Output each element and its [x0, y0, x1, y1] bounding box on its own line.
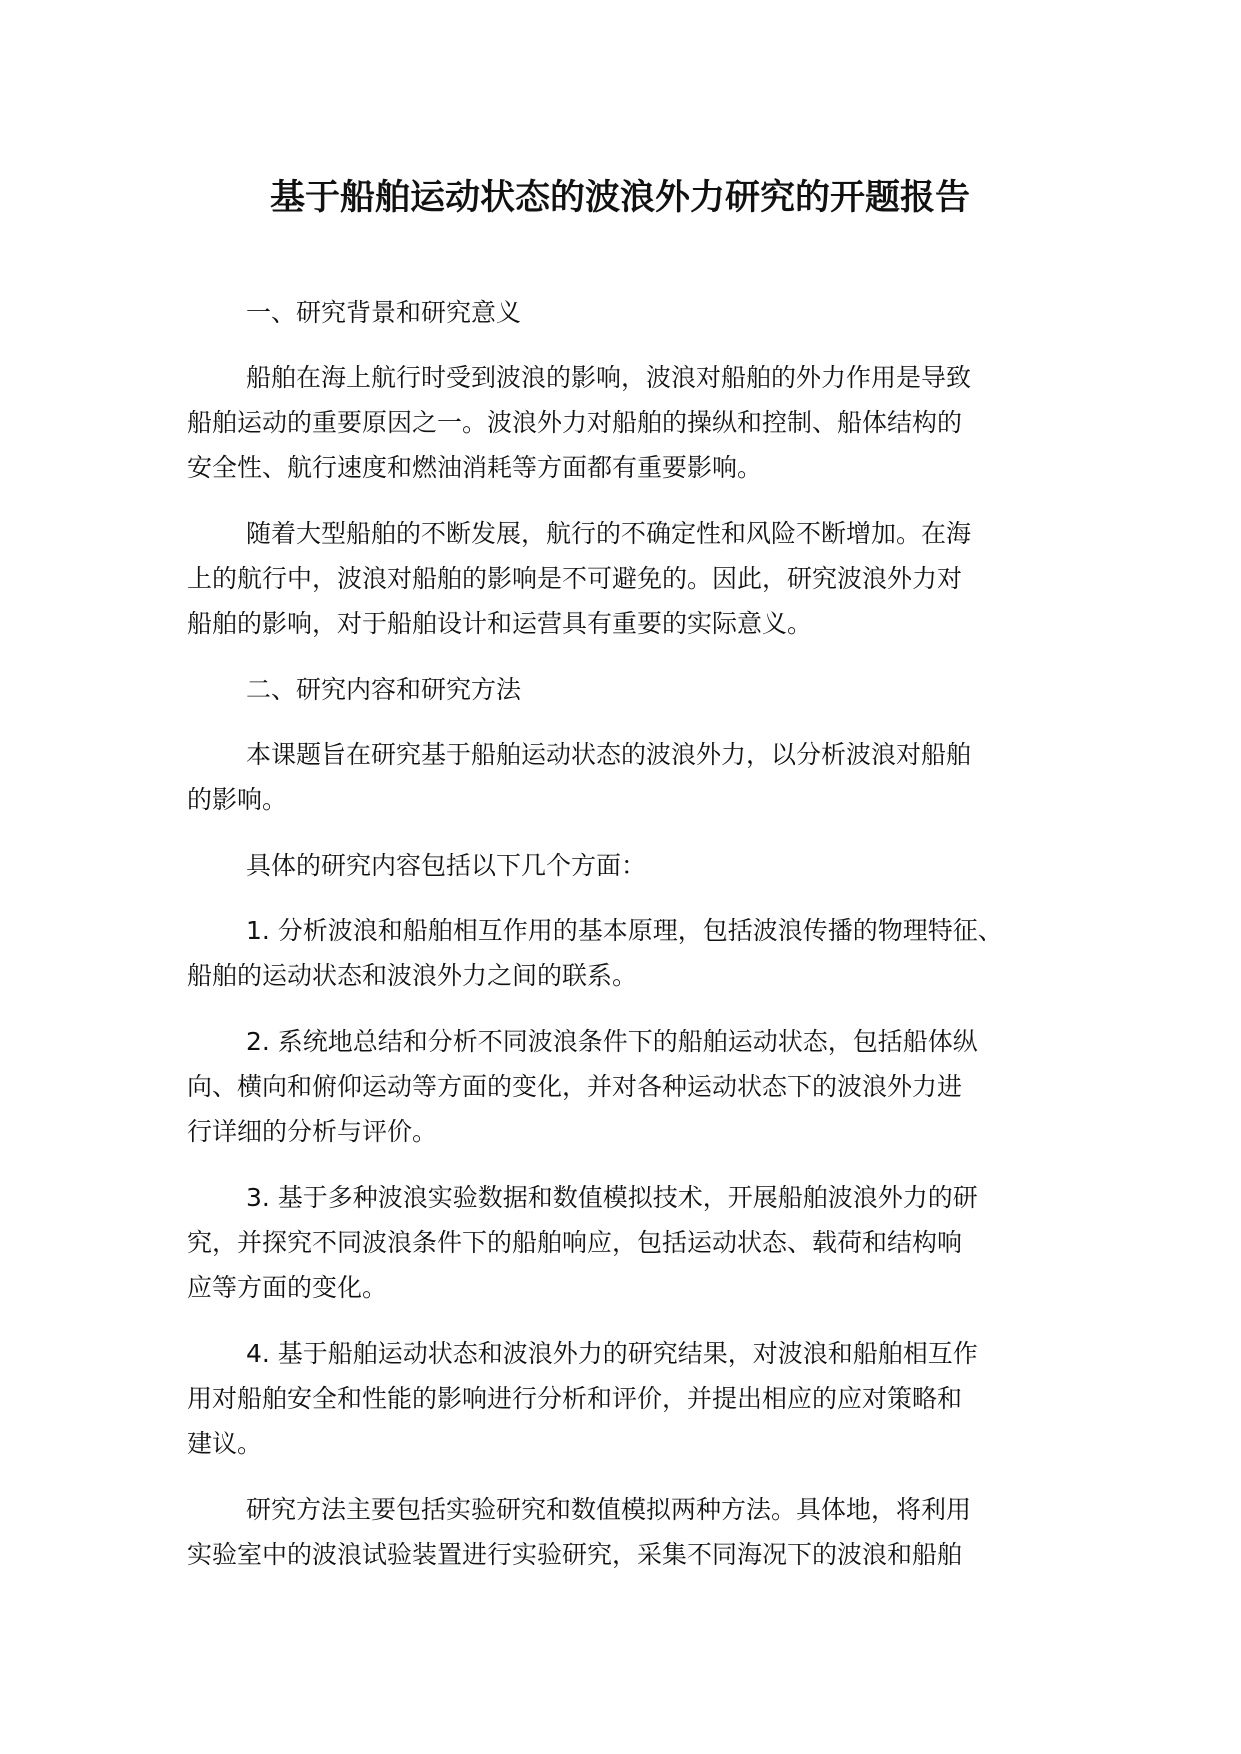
list-item-2-line: 行详细的分析与评价。: [187, 1117, 438, 1146]
list-item-3-line: 3. 基于多种波浪实验数据和数值模拟技术，开展船舶波浪外力的研: [246, 1183, 978, 1212]
paragraph-line: 具体的研究内容包括以下几个方面：: [246, 851, 647, 880]
section-heading-2: 二、研究内容和研究方法: [246, 675, 522, 704]
list-item-2-line: 向、横向和俯仰运动等方面的变化，并对各种运动状态下的波浪外力进: [187, 1072, 963, 1101]
paragraph-line: 船舶的影响，对于船舶设计和运营具有重要的实际意义。: [187, 609, 813, 638]
list-item-1-line: 1. 分析波浪和船舶相互作用的基本原理，包括波浪传播的物理特征、: [246, 916, 1003, 945]
paragraph-line: 安全性、航行速度和燃油消耗等方面都有重要影响。: [187, 453, 763, 482]
list-item-3-line: 究，并探究不同波浪条件下的船舶响应，包括运动状态、载荷和结构响: [187, 1228, 963, 1257]
paragraph-line: 本课题旨在研究基于船舶运动状态的波浪外力，以分析波浪对船舶: [246, 740, 972, 769]
list-item-3-line: 应等方面的变化。: [187, 1273, 388, 1302]
paragraph-line: 船舶在海上航行时受到波浪的影响，波浪对船舶的外力作用是导致: [246, 363, 972, 392]
paragraph-line: 实验室中的波浪试验装置进行实验研究，采集不同海况下的波浪和船舶: [187, 1540, 963, 1569]
list-item-4-line: 建议。: [187, 1429, 263, 1458]
list-item-2-line: 2. 系统地总结和分析不同波浪条件下的船舶运动状态，包括船体纵: [246, 1027, 978, 1056]
document-title: 基于船舶运动状态的波浪外力研究的开题报告: [269, 178, 970, 218]
section-heading-1: 一、研究背景和研究意义: [246, 298, 522, 327]
paragraph-line: 的影响。: [187, 785, 288, 814]
paragraph-line: 随着大型船舶的不断发展，航行的不确定性和风险不断增加。在海: [246, 519, 972, 548]
paragraph-line: 研究方法主要包括实验研究和数值模拟两种方法。具体地，将利用: [246, 1495, 972, 1524]
list-item-4-line: 用对船舶安全和性能的影响进行分析和评价，并提出相应的应对策略和: [187, 1384, 963, 1413]
paragraph-line: 船舶运动的重要原因之一。波浪外力对船舶的操纵和控制、船体结构的: [187, 408, 963, 437]
list-item-4-line: 4. 基于船舶运动状态和波浪外力的研究结果，对波浪和船舶相互作: [246, 1339, 978, 1368]
paragraph-line: 上的航行中，波浪对船舶的影响是不可避免的。因此，研究波浪外力对: [187, 564, 963, 593]
list-item-1-line: 船舶的运动状态和波浪外力之间的联系。: [187, 961, 638, 990]
